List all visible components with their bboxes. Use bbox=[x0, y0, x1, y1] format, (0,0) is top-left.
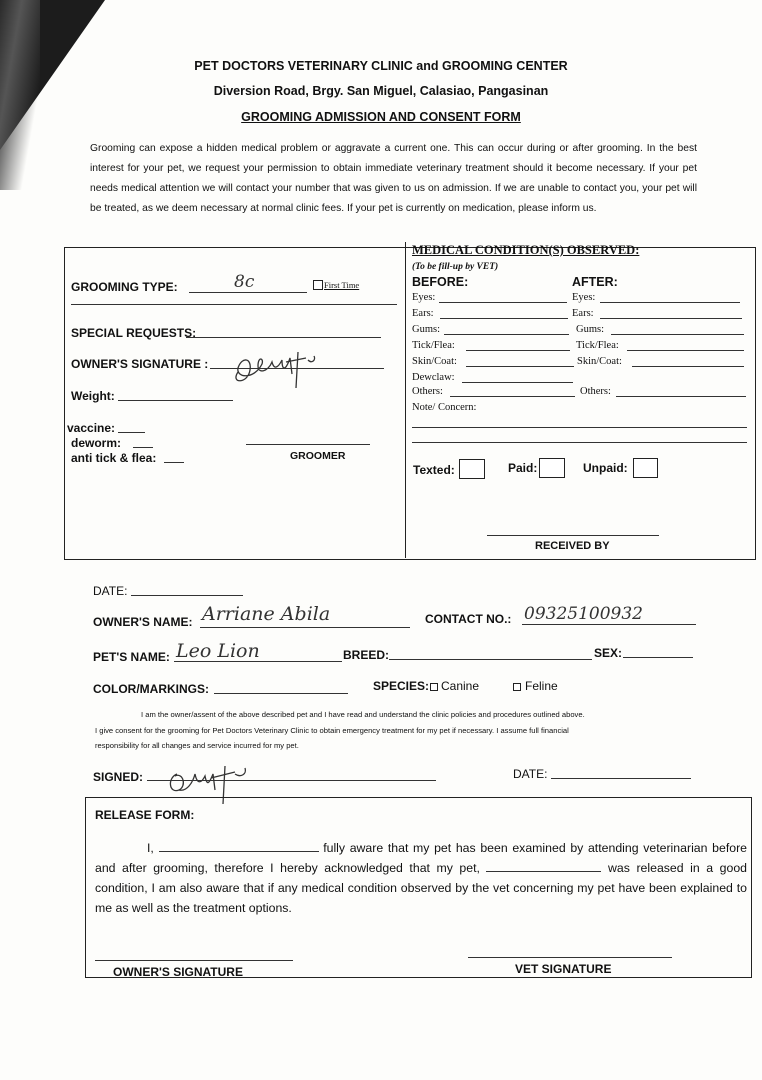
canine-checkbox[interactable] bbox=[430, 683, 438, 691]
after-others-label: Others: bbox=[580, 386, 611, 397]
before-others-field[interactable] bbox=[450, 396, 575, 397]
first-time-checkbox[interactable] bbox=[313, 280, 323, 290]
owner-name-field[interactable] bbox=[200, 627, 410, 628]
color-markings-label: COLOR/MARKINGS: bbox=[93, 682, 209, 696]
before-skin-label: Skin/Coat: bbox=[412, 356, 457, 367]
weight-label: Weight: bbox=[71, 389, 115, 403]
special-requests-field[interactable] bbox=[186, 337, 381, 338]
release-owner-signature-field[interactable] bbox=[95, 960, 293, 961]
release-form-title: RELEASE FORM: bbox=[95, 808, 195, 822]
after-others-field[interactable] bbox=[616, 396, 746, 397]
signed-label: SIGNED: bbox=[93, 770, 144, 784]
received-by-signature-field[interactable] bbox=[487, 535, 659, 536]
after-ears-label: Ears: bbox=[572, 308, 594, 319]
anti-tick-field[interactable] bbox=[164, 462, 184, 463]
before-gums-label: Gums: bbox=[412, 324, 441, 335]
panel-divider bbox=[405, 242, 406, 558]
color-markings-field[interactable] bbox=[214, 693, 348, 694]
clinic-name: PET DOCTORS VETERINARY CLINIC and GROOMING CENTER bbox=[194, 59, 568, 73]
after-ears-field[interactable] bbox=[600, 318, 742, 319]
after-skin-field[interactable] bbox=[632, 366, 744, 367]
owner-signature-mark bbox=[228, 344, 323, 394]
breed-field[interactable] bbox=[389, 659, 592, 660]
note-line-2[interactable] bbox=[412, 442, 747, 443]
texted-checkbox[interactable] bbox=[459, 459, 485, 479]
intro-paragraph: Grooming can expose a hidden medical problem or aggravate a current one. This can occur during or after grooming. In the best interest for your pet, we request your permission to obtain immediate veterinary treatment should it become necessary. If your pet needs medical attention we will contact your number that was given to us on admission. If we are unable to contact you, your pet will be treated, as we deem necessary at normal clinic fees. If your pet is currently on medication, please inform us. bbox=[90, 143, 697, 214]
date-label: DATE: bbox=[93, 584, 128, 598]
clinic-address: Diversion Road, Brgy. San Miguel, Calasiao, Pangasinan bbox=[213, 84, 549, 98]
feline-checkbox[interactable] bbox=[513, 683, 521, 691]
before-tick-label: Tick/Flea: bbox=[412, 340, 455, 351]
paid-checkbox[interactable] bbox=[539, 458, 565, 478]
vaccine-label: vaccine: bbox=[67, 421, 116, 435]
species-label: SPECIES: bbox=[373, 679, 430, 693]
release-owner-signature-label: OWNER'S SIGNATURE bbox=[113, 965, 243, 979]
pet-name-value: Leo Lion bbox=[176, 640, 260, 662]
consent-date-label: DATE: bbox=[513, 767, 548, 781]
form-title: GROOMING ADMISSION AND CONSENT FORM bbox=[241, 110, 521, 124]
owner-signature-label: OWNER'S SIGNATURE : bbox=[71, 357, 209, 371]
before-ears-label: Ears: bbox=[412, 308, 434, 319]
canine-label: Canine bbox=[441, 679, 480, 693]
anti-tick-label: anti tick & flea: bbox=[71, 451, 157, 465]
owner-name-value: Arriane Abila bbox=[202, 603, 331, 625]
paid-label: Paid: bbox=[508, 461, 538, 475]
grooming-extra-line[interactable] bbox=[71, 304, 397, 305]
contact-field[interactable] bbox=[522, 624, 696, 625]
weight-field[interactable] bbox=[118, 400, 233, 401]
before-ears-field[interactable] bbox=[440, 318, 568, 319]
before-eyes-label: Eyes: bbox=[412, 292, 436, 303]
release-vet-signature-label: VET SIGNATURE bbox=[515, 962, 612, 976]
contact-label: CONTACT NO.: bbox=[425, 612, 512, 626]
special-requests-label: SPECIAL REQUESTS: bbox=[71, 326, 197, 340]
release-text-a: fully aware that my pet has been examined by attending veterinarian before and after grooming, therefore I hereby acknowledged that my pet, bbox=[95, 841, 748, 875]
deworm-field[interactable] bbox=[133, 447, 153, 448]
release-pet-blank[interactable] bbox=[486, 871, 601, 872]
before-dewclaw-label: Dewclaw: bbox=[412, 372, 455, 383]
pet-name-label: PET'S NAME: bbox=[93, 650, 170, 664]
after-eyes-label: Eyes: bbox=[572, 292, 596, 303]
owner-name-label: OWNER'S NAME: bbox=[93, 615, 193, 629]
groomer-signature-field[interactable] bbox=[246, 444, 370, 445]
groomer-label: GROOMER bbox=[290, 450, 346, 462]
after-gums-field[interactable] bbox=[611, 334, 744, 335]
feline-label: Feline bbox=[525, 679, 558, 693]
date-field[interactable] bbox=[131, 595, 243, 596]
medical-condition-subtitle: (To be fill-up by VET) bbox=[412, 262, 499, 272]
consent-line-1: I am the owner/assent of the above described pet and I have read and understand the clinic policies and procedures outlined above. bbox=[141, 710, 585, 719]
release-name-blank[interactable] bbox=[159, 851, 319, 852]
before-others-label: Others: bbox=[412, 386, 443, 397]
consent-line-2: I give consent for the grooming for Pet Doctors Veterinary Clinic to obtain emergency treatment for my pet if necessary. I assume full financial bbox=[95, 726, 569, 735]
after-tick-label: Tick/Flea: bbox=[576, 340, 619, 351]
after-label: AFTER: bbox=[572, 275, 618, 289]
after-gums-label: Gums: bbox=[576, 324, 605, 335]
sex-label: SEX: bbox=[594, 646, 623, 660]
after-tick-field[interactable] bbox=[627, 350, 744, 351]
unpaid-checkbox[interactable] bbox=[633, 458, 658, 478]
grooming-type-field[interactable] bbox=[189, 292, 307, 293]
release-paragraph bbox=[95, 838, 747, 918]
contact-value: 09325100932 bbox=[524, 604, 643, 624]
release-text-b: was released in a good condition, I am also aware that if any medical condition observed by the vet concerning my pet have been explained to me as well as the treatment options. bbox=[95, 861, 747, 915]
breed-label: BREED: bbox=[343, 648, 390, 662]
before-tick-field[interactable] bbox=[466, 350, 570, 351]
before-eyes-field[interactable] bbox=[439, 302, 567, 303]
received-by-label: RECEIVED BY bbox=[535, 540, 610, 552]
texted-label: Texted: bbox=[413, 463, 455, 477]
before-dewclaw-field[interactable] bbox=[462, 382, 573, 383]
unpaid-label: Unpaid: bbox=[583, 461, 628, 475]
before-label: BEFORE: bbox=[412, 275, 469, 289]
release-vet-signature-field[interactable] bbox=[468, 957, 672, 958]
before-gums-field[interactable] bbox=[444, 334, 569, 335]
medical-condition-title: MEDICAL CONDITION(S) OBSERVED: bbox=[412, 243, 640, 257]
grooming-type-label: GROOMING TYPE: bbox=[71, 280, 178, 294]
sex-field[interactable] bbox=[623, 657, 693, 658]
first-time-label: First Time bbox=[324, 280, 360, 290]
release-i-label: I, bbox=[147, 841, 154, 855]
note-concern-label: Note/ Concern: bbox=[412, 402, 477, 413]
before-skin-field[interactable] bbox=[466, 366, 574, 367]
grooming-type-value: 8c bbox=[234, 272, 255, 292]
note-line-1[interactable] bbox=[412, 427, 747, 428]
deworm-label: deworm: bbox=[71, 436, 122, 450]
after-eyes-field[interactable] bbox=[600, 302, 740, 303]
vaccine-field[interactable] bbox=[118, 432, 145, 433]
consent-date-field[interactable] bbox=[551, 778, 691, 779]
consent-line-3: responsibility for all changes and service incurred for my pet. bbox=[95, 741, 299, 750]
after-skin-label: Skin/Coat: bbox=[577, 356, 622, 367]
